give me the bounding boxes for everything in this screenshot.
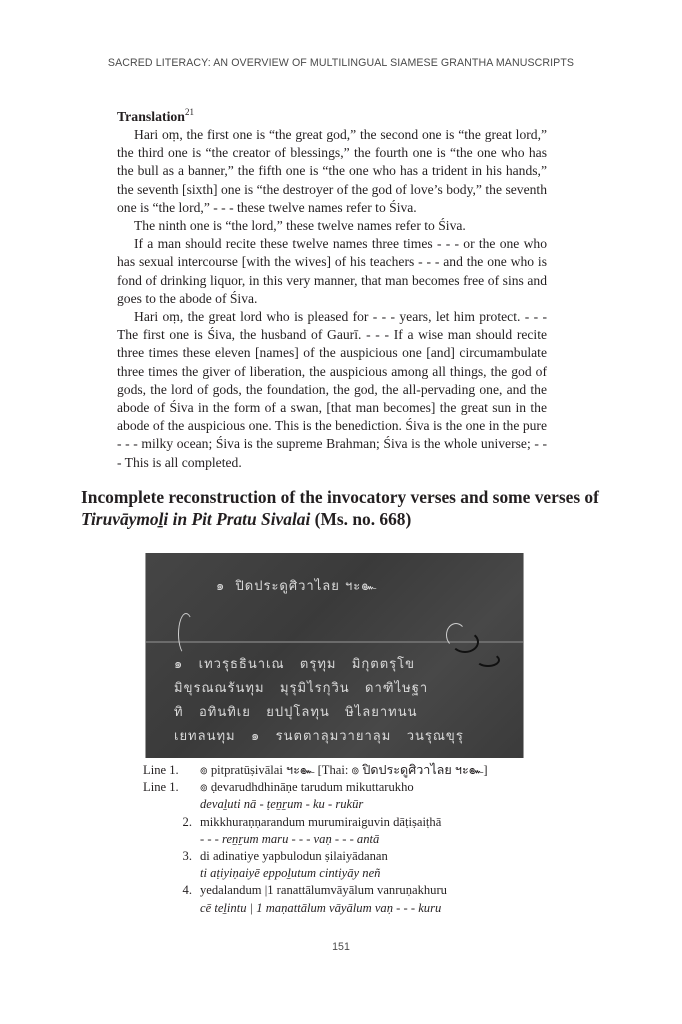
section-heading-title: Tiruvāymoḻi in Pit Pratu Sivalai: [81, 509, 311, 529]
line-text: ๏ pitpratūṣivālai ฯะ๛ [Thai: ๏ ปิดประดูศิวาไลย ฯะ๛]: [200, 763, 488, 777]
manuscript-script-line: ๑ เทวรุธธินาเณ ตรุทุม มิกุตตรุโข: [174, 657, 416, 672]
transliteration-line: [143, 779, 483, 796]
transliteration-line: [143, 762, 488, 779]
section-heading-ms: (Ms. no. 668): [310, 509, 412, 529]
line-tamil-reading: cē teḻintu | 1 maṇattālum vāyālum vaṇ - - - kuru: [200, 900, 442, 915]
transliteration-line: [143, 848, 483, 865]
manuscript-ink-mark: [476, 653, 500, 667]
line-tamil-reading: - - - reṉṟum maru - - - vaṇ - - - antā: [200, 831, 380, 846]
manuscript-script-line: ๑ ปิดประดูศิวาไลย ฯะ๛: [216, 579, 378, 594]
translation-paragraph: The ninth one is “the lord,” these twelve names refer to Śiva.: [134, 218, 466, 234]
manuscript-ink-mark: [451, 631, 479, 653]
translation-heading-text: Translation: [117, 109, 185, 124]
page-number: 151: [332, 941, 350, 953]
translation-paragraph: If a man should recite these twelve names three times - - - or the one who has sexual intercourse [with the wives] of his teachers - - - and the one who is fond of drinking liquor, in this very manner, that man becomes free of sins and goes to the abode of Śiva.: [117, 236, 547, 306]
line-tamil-reading: ti aṭiyiṇaiyē eppoḻutum cintiyāy neñ: [200, 866, 381, 881]
line-text: ๏ ḍevarudhdhināṇe tarudum mikuttarukho: [200, 780, 414, 795]
line-label: 4.: [182, 883, 192, 898]
manuscript-script-line: เยทลนทุม ๑ รนตตาลุมวายาลุม วนรุณขุรุ: [174, 729, 464, 744]
line-label: Line 1.: [143, 780, 179, 795]
manuscript-script-line: มิขุรณณรันทุม มุรุมิไรกุวิน ดาฑิไษฐา: [174, 681, 429, 696]
line-text: yedalandum |1 ranattālumvāyālum vanruṇakhuru: [200, 883, 447, 898]
section-heading: [81, 486, 601, 530]
translation-paragraph: Hari oṃ, the great lord who is pleased for - - - years, let him protect. - - - The first one is Śiva, the husband of Gaurī. - - - If a wise man should recite three times these eleven [names] of the auspicious one [and] circumambulate three times the giver of liberation, the auspicious among all things, the god of gods, the lord of gods, the foundation, the god, the all-pervading one, and the abode of Śiva in the form of a swan, [that man becomes] the great sun in the abode of the auspicious one. This is the benediction. Śiva is the one in the pure - - - milky ocean; Śiva is the supreme Brahman; Śiva is the whole universe; - - - This is all completed.: [117, 309, 547, 470]
transliteration-line: [143, 882, 483, 899]
line-label: 2.: [182, 814, 192, 829]
translation-section: [117, 108, 547, 472]
translation-paragraph: Hari oṃ, the first one is “the great god,” the second one is “the great lord,” the third one is “the creator of blessings,” the fourth one is “the one who has the bull as a banner,” the fifth one is “the one who has a trident in his hands,” the seventh [sixth] one is “the destroyer of the god of love’s body,” the seventh one is “the lord,” - - - these twelve names refer to Śiva.: [117, 127, 547, 215]
line-label: Line 1.: [143, 763, 179, 777]
manuscript-flourish: [178, 613, 194, 655]
translation-heading: [117, 108, 547, 126]
footnote-ref[interactable]: 21: [184, 107, 194, 117]
line-tamil-reading: devaḻuti nā - ṭeṉṟum - ku - rukūr: [200, 797, 364, 812]
running-head: SACRED LITERACY: AN OVERVIEW OF MULTILINGUAL SIAMESE GRANTHA MANUSCRIPTS: [107, 57, 575, 69]
line-label: 3.: [182, 849, 192, 864]
section-heading-text: Incomplete reconstruction of the invocatory verses and some verses of: [81, 487, 599, 507]
manuscript-image: [145, 553, 524, 758]
transliteration-line: [143, 814, 483, 831]
transliteration-list: [143, 762, 488, 917]
line-text: mikkhuraṇṇarandum murumiraiguvin dāṭiṣaiṭhā: [200, 814, 442, 829]
manuscript-script-line: ทิ อทินทิเย ยปปุโลทุน ษิไลยาทนน: [174, 705, 418, 720]
line-text: di adinatiye yapbulodun ṣilaiyādanan: [200, 849, 388, 864]
